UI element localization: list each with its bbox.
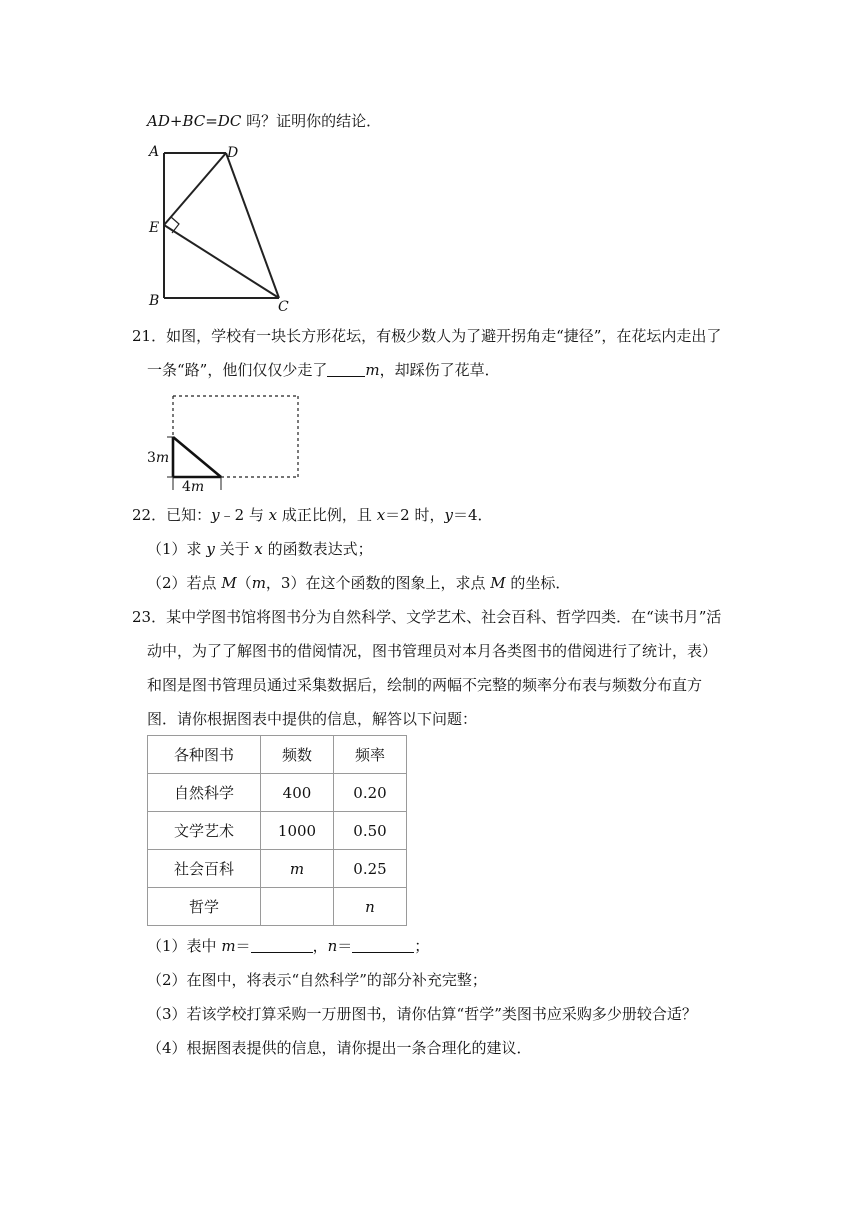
- table-cell: [261, 888, 334, 926]
- frequency-table: [147, 735, 407, 926]
- table-header-cell: 频率: [334, 736, 407, 774]
- q23-text: ＝: [235, 937, 251, 955]
- q22-var: x: [376, 506, 386, 524]
- q22-text: ，3）在这个函数的图象上，求点: [265, 574, 491, 592]
- q22-text: ＝2 时，: [385, 506, 445, 524]
- q22-text: （1）求: [147, 540, 207, 558]
- q23-text: ＝: [337, 937, 353, 955]
- q20-eq: =: [205, 112, 218, 130]
- q23-var: n: [327, 937, 338, 955]
- q21-answer-blank: [327, 362, 365, 377]
- table-cell: 1000: [261, 812, 334, 850]
- flowerbed-figure: [145, 393, 305, 493]
- q22-text: ＝4．: [452, 506, 493, 524]
- q20-dc: DC: [217, 112, 242, 130]
- table-cell: 自然科学: [148, 774, 261, 812]
- q22-text: ﹣2 与: [219, 506, 269, 524]
- table-cell: 400: [261, 774, 334, 812]
- q23-sub4: （4）根据图表提供的信息，请你提出一条合理化的建议．: [147, 1039, 532, 1057]
- q20-text: [147, 111, 381, 131]
- q22-var: M: [221, 574, 237, 592]
- q21-line2-before: 一条“路”，他们仅仅少走了: [147, 361, 328, 379]
- q23-n-blank: [352, 938, 414, 953]
- table-header-cell: 频数: [261, 736, 334, 774]
- q23-line4: 图．请你根据图表中提供的信息，解答以下问题：: [147, 710, 478, 728]
- q22-text: 成正比例，且: [277, 506, 377, 524]
- q22-var: x: [254, 540, 263, 558]
- q23-text: ，: [312, 937, 328, 955]
- table-cell: 0.20: [334, 774, 407, 812]
- q22-sub1: [147, 539, 373, 559]
- q23-line1: 23．某中学图书馆将图书分为自然科学、文学艺术、社会百科、哲学四类．在“读书月”活: [132, 608, 722, 626]
- table-cell: m: [261, 850, 334, 888]
- q23-sub2: （2）在图中，将表示“自然科学”的部分补充完整；: [147, 971, 487, 989]
- q23-text: （1）表中: [147, 937, 222, 955]
- q22-var: M: [490, 574, 506, 592]
- table-cell: 0.25: [334, 850, 407, 888]
- q23-line2: 动中，为了了解图书的借阅情况，图书管理员对本月各类图书的借阅进行了统计，表）: [147, 642, 718, 660]
- table-row: [148, 850, 407, 888]
- q21-line2-after: ，却踩伤了花草．: [379, 361, 500, 379]
- q20-rest: 吗？证明你的结论．: [241, 112, 382, 130]
- q23-sub1: [147, 936, 429, 956]
- q23-m-blank: [251, 938, 313, 953]
- table-row: [148, 812, 407, 850]
- table-cell: n: [334, 888, 407, 926]
- q21-line2: [147, 360, 500, 380]
- q20-ad: AD: [147, 112, 170, 130]
- q22-line1: [132, 505, 493, 525]
- table-cell: 文学艺术: [148, 812, 261, 850]
- q23-line3: 和图是图书管理员通过采集数据后，绘制的两幅不完整的频率分布表与频数分布直方: [147, 676, 703, 694]
- rectangle-abcd-figure: [140, 140, 300, 315]
- q22-var: y: [444, 506, 453, 524]
- q22-text: （2）若点: [147, 574, 222, 592]
- q23-sub3: （3）若该学校打算采购一万册图书，请你估算“哲学”类图书应采购多少册较合适？: [147, 1005, 697, 1023]
- q20-plus: +: [169, 112, 183, 130]
- q23-text: ；: [414, 937, 430, 955]
- label-3m: 3m: [147, 450, 170, 466]
- q20-bc: BC: [182, 112, 206, 130]
- q22-var: m: [251, 574, 266, 592]
- q22-var: y: [211, 506, 220, 524]
- label-4m: 4m: [182, 479, 205, 493]
- label-b: B: [149, 293, 160, 309]
- q22-prefix: 22．已知：: [132, 506, 212, 524]
- table-row: [148, 888, 407, 926]
- q22-text: 关于: [214, 540, 255, 558]
- label-d: D: [227, 145, 239, 161]
- q22-text: 的函数表达式；: [262, 540, 373, 558]
- table-cell: 哲学: [148, 888, 261, 926]
- label-e: E: [149, 220, 160, 236]
- q22-var: y: [206, 540, 215, 558]
- q23-var: m: [221, 937, 236, 955]
- label-a: A: [149, 144, 160, 160]
- label-c: C: [278, 299, 289, 315]
- q21-unit: m: [365, 361, 380, 379]
- table-header-row: [148, 736, 407, 774]
- table-header-cell: 各种图书: [148, 736, 261, 774]
- q22-text: 的坐标．: [505, 574, 571, 592]
- table-cell: 社会百科: [148, 850, 261, 888]
- q22-var: x: [268, 506, 278, 524]
- table-row: [148, 774, 407, 812]
- q21-line1: 21．如图，学校有一块长方形花坛，有极少数人为了避开拐角走“捷径”，在花坛内走出了: [132, 327, 722, 345]
- q22-text: （: [236, 574, 252, 592]
- q22-sub2: [147, 573, 570, 593]
- table-cell: 0.50: [334, 812, 407, 850]
